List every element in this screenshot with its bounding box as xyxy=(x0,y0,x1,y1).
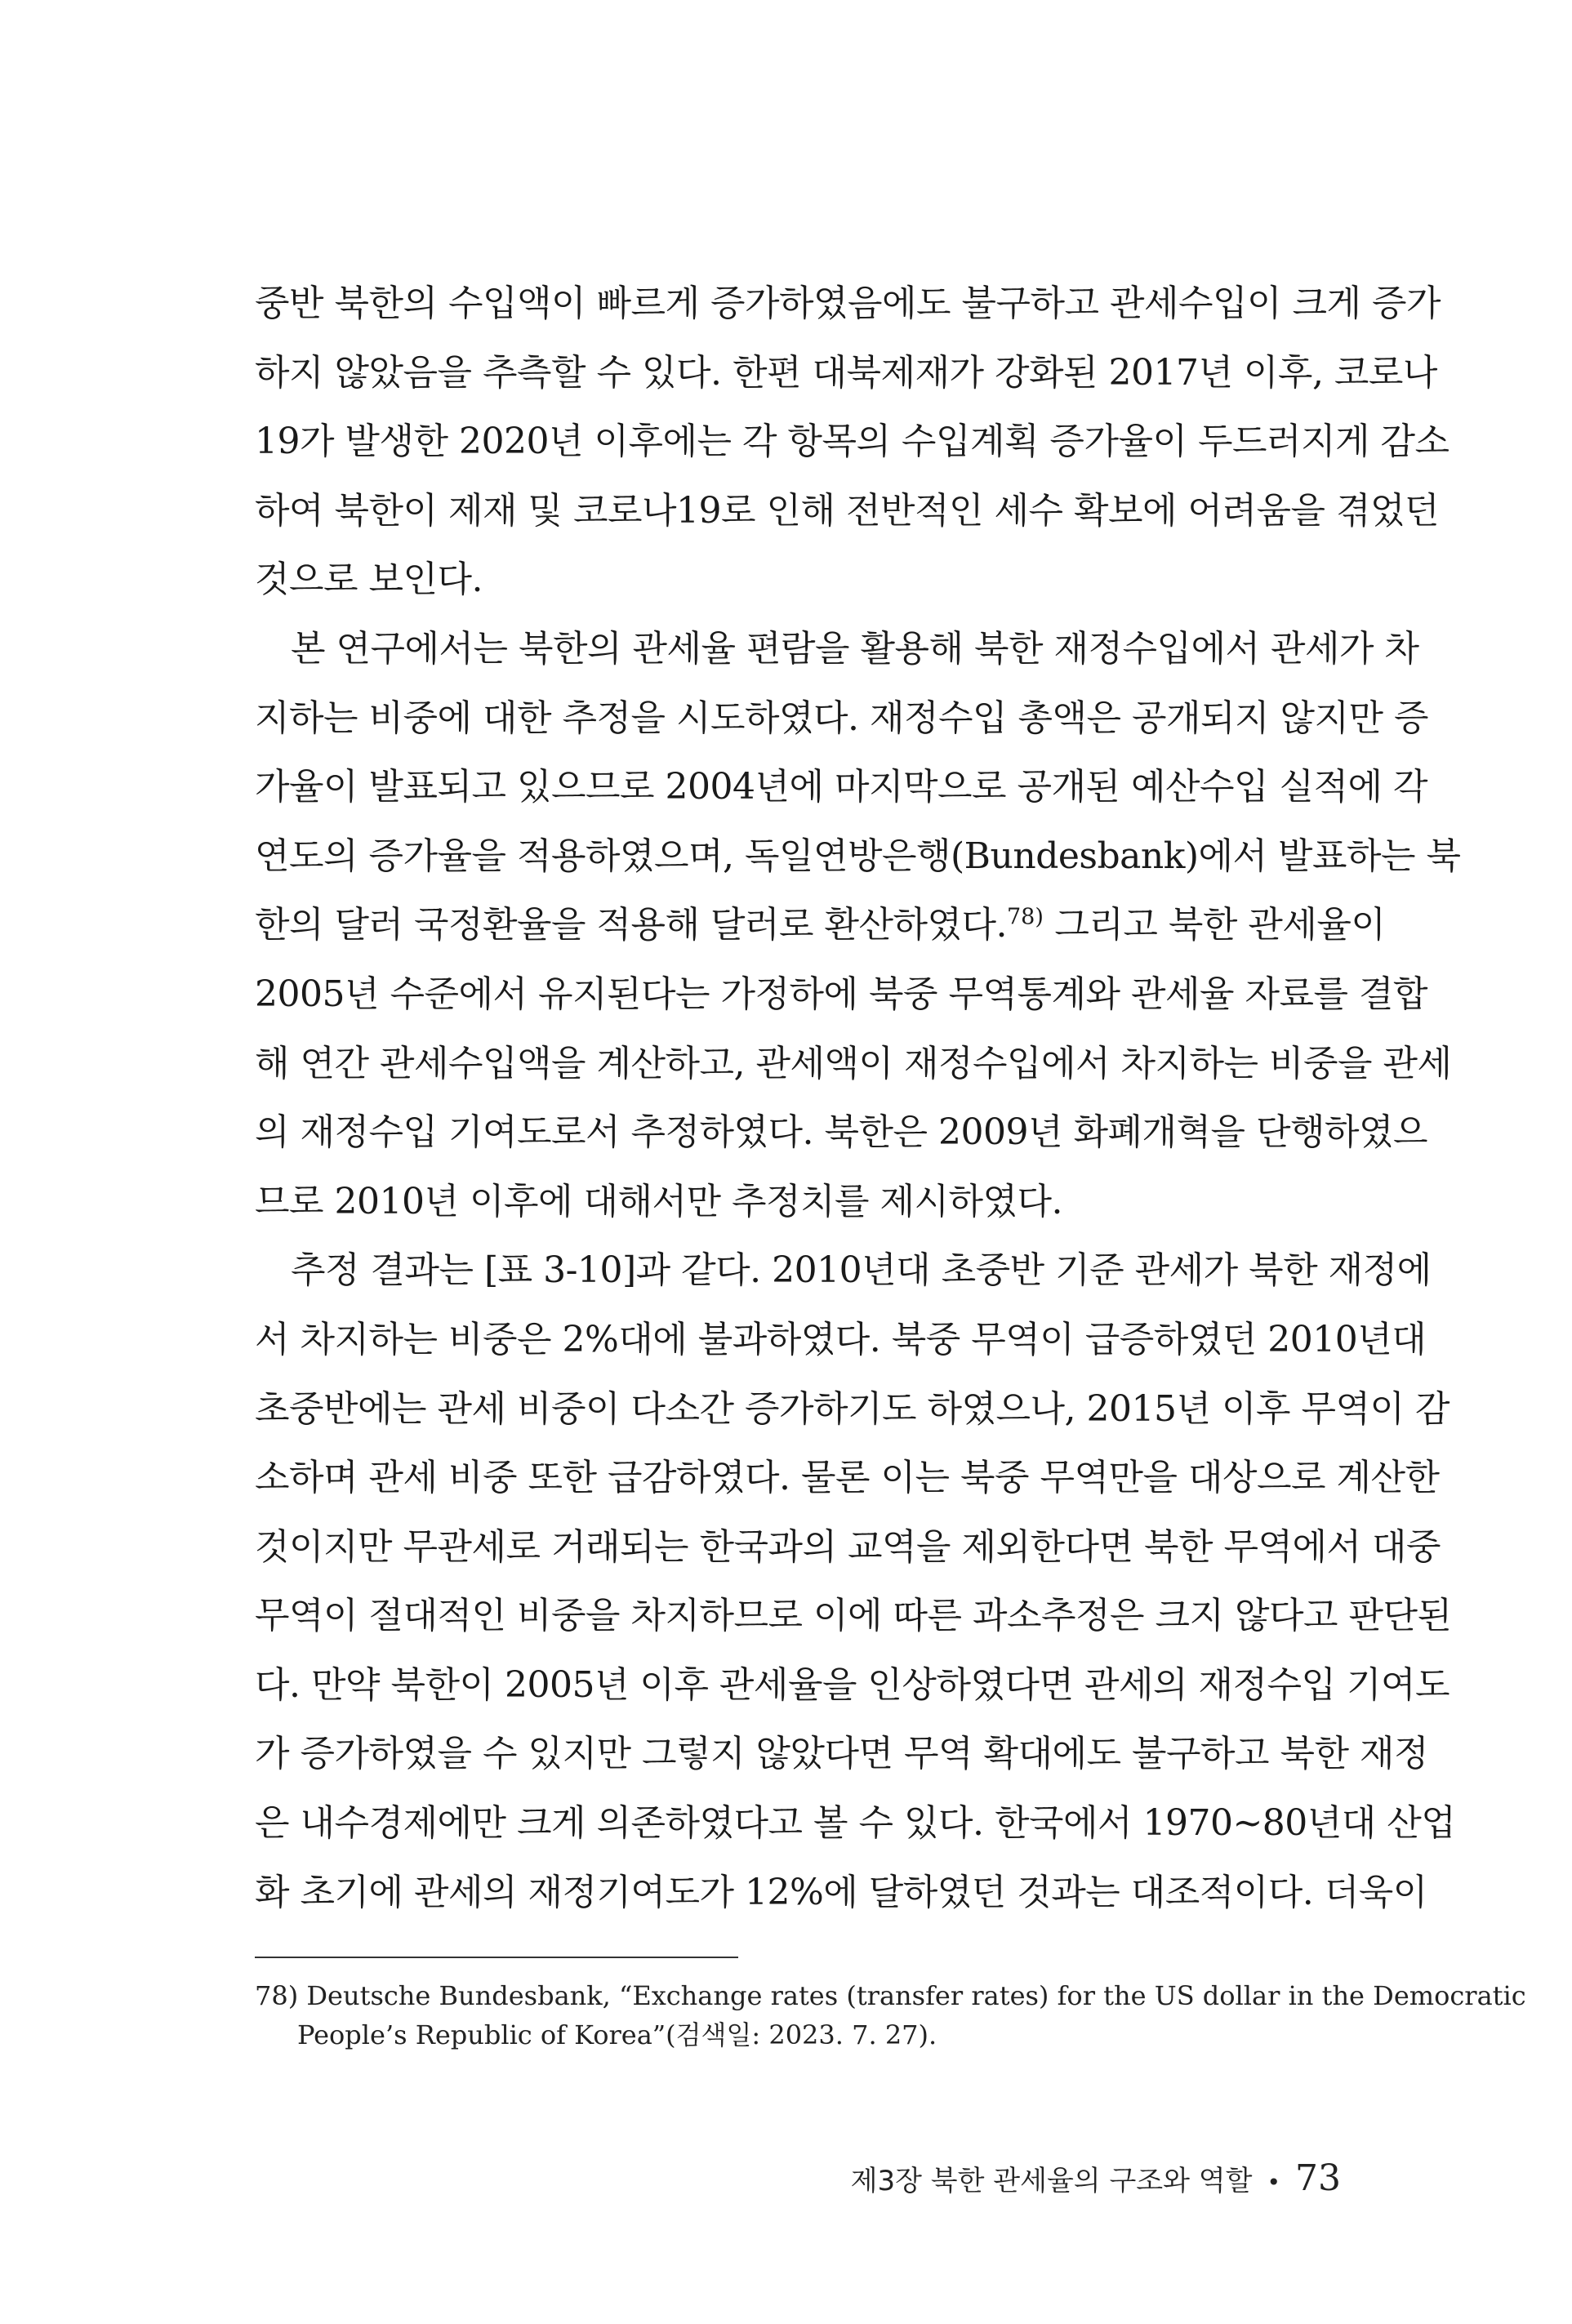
footnote-line: 78) Deutsche Bundesbank, “Exchange rates (transfer rates) for the US dollar in the Democratic xyxy=(255,1980,1526,2011)
body-line: 본 연구에서는 북한의 관세율 편람을 활용해 북한 재정수입에서 관세가 차 xyxy=(291,627,1419,670)
footnote-line: People’s Republic of Korea”(검색일: 2023. 7. 27). xyxy=(297,2019,937,2050)
body-line: 것으로 보인다. xyxy=(255,559,483,601)
body-line: 가율이 발표되고 있으므로 2004년에 마지막으로 공개된 예산수입 실적에 각 xyxy=(255,766,1427,808)
body-line: 해 연간 관세수입액을 계산하고, 관세액이 재정수입에서 차지하는 비중을 관세 xyxy=(255,1042,1452,1084)
footnote xyxy=(255,1976,1526,2055)
body-line: 의 재정수입 기여도로서 추정하였다. 북한은 2009년 화폐개혁을 단행하였으 xyxy=(255,1111,1427,1154)
chapter-title: 제3장 북한 관세율의 구조와 역할 xyxy=(850,2165,1253,2197)
page-number: 73 xyxy=(1295,2157,1341,2199)
body-line: 가 증가하였을 수 있지만 그렇지 않았다면 무역 확대에도 불구하고 북한 재정 xyxy=(255,1733,1428,1775)
body-line: 2005년 수준에서 유지된다는 가정하에 북중 무역통계와 관세율 자료를 결합 xyxy=(255,973,1427,1015)
body-line: 은 내수경제에만 크게 의존하였다고 볼 수 있다. 한국에서 1970~80년대 산업 xyxy=(255,1802,1456,1845)
body-text-segment: 그리고 북한 관세율이 xyxy=(1043,904,1386,946)
body-line: 하여 북한이 제재 및 코로나19로 인해 전반적인 세수 확보에 어려움을 겪었던 xyxy=(255,489,1439,532)
body-line: 연도의 증가율을 적용하였으며, 독일연방은행(Bundesbank)에서 발표하는 북 xyxy=(255,835,1461,877)
body-line: 19가 발생한 2020년 이후에는 각 항목의 수입계획 증가율이 두드러지게 감소 xyxy=(255,421,1450,463)
body-line: 므로 2010년 이후에 대해서만 추정치를 제시하였다. xyxy=(255,1180,1062,1222)
body-line: 무역이 절대적인 비중을 차지하므로 이에 따른 과소추정은 크지 않다고 판단된 xyxy=(255,1595,1452,1637)
body-line: 화 초기에 관세의 재정기여도가 12%에 달하였던 것과는 대조적이다. 더욱이 xyxy=(255,1871,1427,1913)
body-line: 지하는 비중에 대한 추정을 시도하였다. 재정수입 총액은 공개되지 않지만 증 xyxy=(255,697,1428,739)
footer-separator: • xyxy=(1267,2169,1280,2196)
body-line: 소하며 관세 비중 또한 급감하였다. 물론 이는 북중 무역만을 대상으로 계산한 xyxy=(255,1457,1440,1499)
body-line: 초중반에는 관세 비중이 다소간 증가하기도 하였으나, 2015년 이후 무역이 감 xyxy=(255,1387,1450,1430)
body-line: 하지 않았음을 추측할 수 있다. 한편 대북제재가 강화된 2017년 이후, 코로나 xyxy=(255,351,1437,394)
body-line: 추정 결과는 [표 3-10]과 같다. 2010년대 초중반 기준 관세가 북한 재정에 xyxy=(291,1249,1432,1292)
body-text xyxy=(255,269,1461,1927)
page-footer xyxy=(851,2157,1341,2199)
body-line: 서 차지하는 비중은 2%대에 불과하였다. 북중 무역이 급증하였던 2010년대 xyxy=(255,1318,1427,1360)
body-line: 중반 북한의 수입액이 빠르게 증가하였음에도 불구하고 관세수입이 크게 증가 xyxy=(255,283,1441,324)
footnote-divider xyxy=(255,1957,738,1958)
body-text-segment: 한의 달러 국정환율을 적용해 달러로 환산하였다. xyxy=(255,904,1007,946)
body-line: 것이지만 무관세로 거래되는 한국과의 교역을 제외한다면 북한 무역에서 대중 xyxy=(255,1525,1441,1568)
body-line: 다. 만약 북한이 2005년 이후 관세율을 인상하였다면 관세의 재정수입 기여도 xyxy=(255,1663,1450,1706)
footnote-marker[interactable]: 78) xyxy=(1007,904,1044,930)
body-line-with-note xyxy=(255,891,1386,960)
